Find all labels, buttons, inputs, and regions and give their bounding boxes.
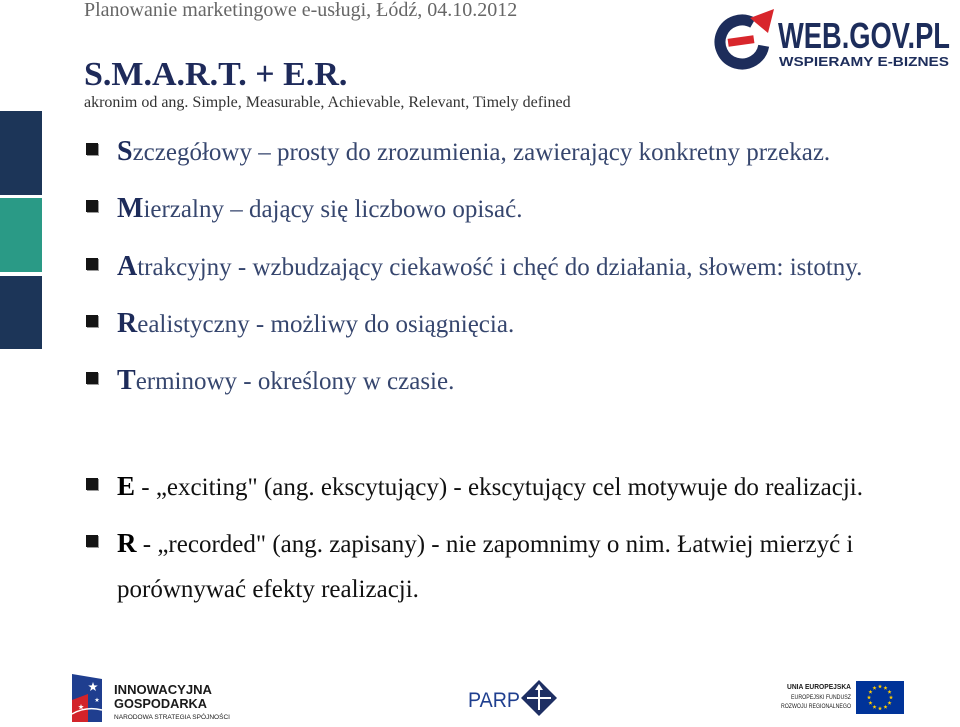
innowacyjna-gospodarka-logo-icon [72, 674, 102, 722]
eu-flag-icon [856, 681, 904, 714]
innowacyjna-gospodarka-logo [66, 670, 238, 726]
webgovpl-e-arrow-icon [720, 9, 774, 64]
square-bullet-icon [86, 478, 98, 490]
bullet-text [117, 359, 917, 404]
bullet-body: ealistyczny - możliwy do osiągnięcia. [137, 311, 515, 338]
slide-subtitle: akronim od ang. Simple, Measurable, Achievable, Relevant, Timely defined [84, 94, 571, 111]
bullet-body: trakcyjny - wzbudzający ciekawość i chęć do działania, słowem: istotny. [137, 254, 863, 281]
bullet-initial: T [117, 365, 136, 396]
bullet-initial: E [117, 471, 136, 501]
square-bullet-icon [86, 143, 98, 155]
eu-line1: UNIA EUROPEJSKA [787, 682, 852, 691]
event-info-header: Planowanie marketingowe e-usługi, Łódź, 04.10.2012 [84, 0, 518, 21]
square-bullet-icon [86, 535, 98, 547]
bullet-item-szczegolowy [0, 130, 930, 175]
square-bullet-icon [86, 372, 98, 384]
bullet-item-exciting [0, 465, 930, 510]
bullet-item-recorded [0, 522, 930, 612]
parp-logo-name: PARP [468, 689, 520, 712]
bullet-initial: M [117, 193, 144, 224]
innowacyjna-line1: INNOWACYJNA [114, 683, 212, 697]
webgovpl-logo-tagline: WSPIERAMY E-BIZNES [779, 55, 949, 69]
eu-line2: EUROPEJSKI FUNDUSZ [791, 694, 852, 701]
bullet-text [117, 245, 917, 290]
bullet-body: - „recorded" (ang. zapisany) - nie zapomnimy o nim. Łatwiej mierzyć i porównywać efekty realizacji. [117, 531, 854, 603]
bullet-text [117, 465, 917, 510]
eu-line3: ROZWOJU REGIONALNEGO [781, 703, 851, 710]
square-bullet-icon [86, 200, 98, 212]
bullet-initial: A [117, 251, 138, 282]
webgovpl-logo [706, 6, 956, 76]
bullet-initial: R [117, 308, 138, 339]
bullet-body: - „exciting" (ang. ekscytujący) - ekscytujący cel motywuje do realizacji. [135, 474, 863, 501]
bullet-item-mierzalny [0, 187, 930, 232]
bullet-initial: R [117, 528, 137, 558]
innowacyjna-line2: GOSPODARKA [114, 697, 207, 711]
bullet-text [117, 187, 917, 232]
parp-diamond-icon [521, 680, 557, 716]
parp-logo [462, 676, 562, 722]
bullet-text [117, 522, 917, 612]
innowacyjna-line3: NARODOWA STRATEGIA SPÓJNOŚCI [114, 714, 230, 721]
bullet-body: ierzalny – dający się liczbowo opisać. [143, 196, 523, 223]
bullet-body: zczegółowy – prosty do zrozumienia, zawierający konkretny przekaz. [132, 139, 831, 166]
eu-logo [760, 676, 910, 722]
webgovpl-logo-name: WEB.GOV.PL [778, 15, 950, 56]
bullet-item-atrakcyjny [0, 245, 930, 290]
bullet-initial: S [117, 136, 133, 167]
bullet-item-realistyczny [0, 302, 930, 347]
bullet-text [117, 302, 917, 347]
bullet-item-terminowy [0, 359, 930, 404]
bullet-text [117, 130, 917, 175]
square-bullet-icon [86, 258, 98, 270]
square-bullet-icon [86, 315, 98, 327]
slide-title: S.M.A.R.T. + E.R. [84, 56, 348, 93]
bullet-body: erminowy - określony w czasie. [135, 368, 455, 395]
